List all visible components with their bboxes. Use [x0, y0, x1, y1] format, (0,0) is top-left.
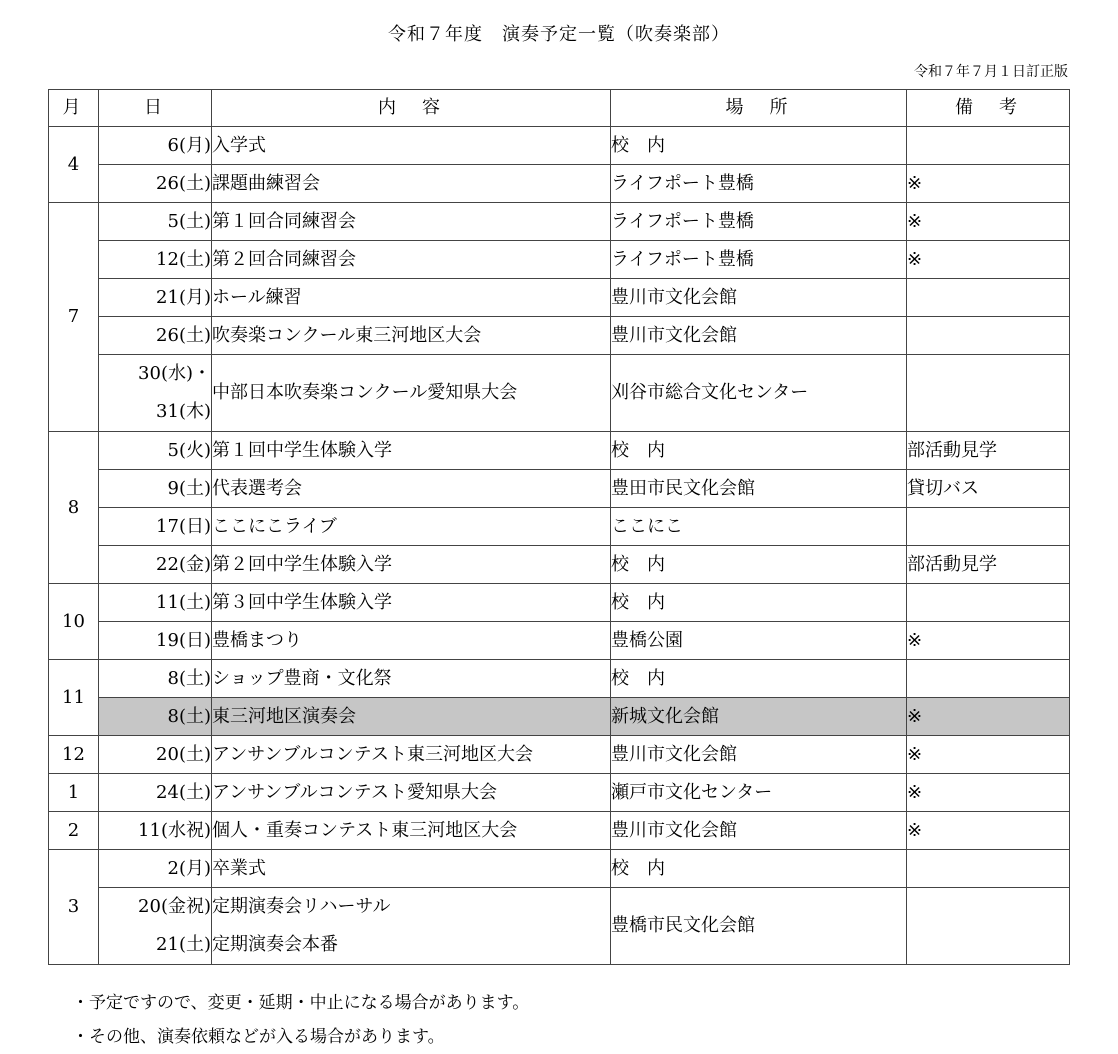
table-row: [49, 660, 1070, 698]
note-cell: ※: [907, 812, 1070, 850]
note-cell: [907, 660, 1070, 698]
place-cell: 豊橋市民文化会館: [611, 888, 907, 965]
note-cell: [907, 888, 1070, 965]
place-cell: ライフポート豊橋: [611, 165, 907, 203]
note-cell: [907, 127, 1070, 165]
content-cell: 吹奏楽コンクール東三河地区大会: [212, 317, 611, 355]
place-cell: ライフポート豊橋: [611, 241, 907, 279]
place-cell: 豊川市文化会館: [611, 812, 907, 850]
day-cell: 19(日): [99, 622, 212, 660]
day-cell: 11(土): [99, 584, 212, 622]
day-line: 31(木): [156, 401, 211, 422]
footnote-line: ・予定ですので、変更・延期・中止になる場合があります。: [72, 993, 530, 1013]
note-cell: 部活動見学: [907, 432, 1070, 470]
content-cell: 東三河地区演奏会: [212, 698, 611, 736]
day-cell: 26(土): [99, 165, 212, 203]
content-cell: ホール練習: [212, 279, 611, 317]
day-line: 21(土): [156, 934, 211, 955]
note-cell: [907, 279, 1070, 317]
day-cell: 17(日): [99, 508, 212, 546]
month-cell: 3: [49, 850, 99, 965]
day-cell: 20(土): [99, 736, 212, 774]
content-cell: 卒業式: [212, 850, 611, 888]
month-cell: 10: [49, 584, 99, 660]
content-cell: ここにこライブ: [212, 508, 611, 546]
note-cell: ※: [907, 774, 1070, 812]
header-notes: 備 考: [907, 90, 1070, 127]
note-cell: ※: [907, 698, 1070, 736]
table-row: [49, 165, 1070, 203]
content-cell: 中部日本吹奏楽コンクール愛知県大会: [212, 355, 611, 432]
footnote-line: ・その他、演奏依頼などが入る場合があります。: [72, 1027, 445, 1047]
content-cell: 入学式: [212, 127, 611, 165]
content-cell: 課題曲練習会: [212, 165, 611, 203]
note-cell: [907, 317, 1070, 355]
table-row: [49, 432, 1070, 470]
note-cell: [907, 850, 1070, 888]
day-cell: 9(土): [99, 470, 212, 508]
day-cell: 12(土): [99, 241, 212, 279]
content-cell: [212, 888, 611, 965]
day-cell: 24(土): [99, 774, 212, 812]
table-row: [49, 622, 1070, 660]
month-cell: 12: [49, 736, 99, 774]
month-cell: 4: [49, 127, 99, 203]
content-cell: アンサンブルコンテスト愛知県大会: [212, 774, 611, 812]
note-cell: 部活動見学: [907, 546, 1070, 584]
day-cell: 11(水祝): [99, 812, 212, 850]
note-cell: [907, 508, 1070, 546]
place-cell: 校 内: [611, 850, 907, 888]
content-line: 定期演奏会本番: [212, 934, 338, 955]
place-cell: 豊田市民文化会館: [611, 470, 907, 508]
table-row: [49, 812, 1070, 850]
day-cell: 5(火): [99, 432, 212, 470]
month-cell: 2: [49, 812, 99, 850]
place-cell: ライフポート豊橋: [611, 203, 907, 241]
table-row: [49, 241, 1070, 279]
content-cell: 第２回合同練習会: [212, 241, 611, 279]
content-cell: 第３回中学生体験入学: [212, 584, 611, 622]
day-cell: 8(土): [99, 660, 212, 698]
day-cell: 6(月): [99, 127, 212, 165]
month-cell: 1: [49, 774, 99, 812]
place-cell: 校 内: [611, 546, 907, 584]
content-cell: 第１回中学生体験入学: [212, 432, 611, 470]
header-day: 日: [99, 90, 212, 127]
note-cell: ※: [907, 622, 1070, 660]
table-row: [49, 888, 1070, 965]
day-cell: [99, 355, 212, 432]
note-cell: [907, 584, 1070, 622]
table-row: [49, 127, 1070, 165]
table-row: [49, 546, 1070, 584]
place-cell: 豊川市文化会館: [611, 279, 907, 317]
table-row: [49, 317, 1070, 355]
note-cell: ※: [907, 165, 1070, 203]
place-cell: 新城文化会館: [611, 698, 907, 736]
day-cell: 26(土): [99, 317, 212, 355]
day-cell: [99, 888, 212, 965]
day-line: 30(水)・: [138, 363, 211, 384]
table-row: [49, 279, 1070, 317]
place-cell: 校 内: [611, 432, 907, 470]
place-cell: 豊川市文化会館: [611, 317, 907, 355]
content-cell: アンサンブルコンテスト東三河地区大会: [212, 736, 611, 774]
day-cell: 5(土): [99, 203, 212, 241]
place-cell: 刈谷市総合文化センター: [611, 355, 907, 432]
day-cell: 2(月): [99, 850, 212, 888]
month-cell: 8: [49, 432, 99, 584]
note-cell: ※: [907, 736, 1070, 774]
table-row: [49, 355, 1070, 432]
header-content: 内 容: [212, 90, 611, 127]
place-cell: 校 内: [611, 660, 907, 698]
day-cell: 22(金): [99, 546, 212, 584]
header-month: 月: [49, 90, 99, 127]
content-cell: 第１回合同練習会: [212, 203, 611, 241]
place-cell: 豊橋公園: [611, 622, 907, 660]
day-cell: 21(月): [99, 279, 212, 317]
place-cell: 校 内: [611, 127, 907, 165]
table-row-highlighted: [49, 698, 1070, 736]
table-row: [49, 584, 1070, 622]
place-cell: 瀬戸市文化センター: [611, 774, 907, 812]
table-row: [49, 508, 1070, 546]
day-line: 20(金祝): [138, 896, 211, 917]
table-row: [49, 774, 1070, 812]
table-row: [49, 736, 1070, 774]
content-line: 定期演奏会リハーサル: [212, 896, 391, 917]
note-cell: ※: [907, 241, 1070, 279]
place-cell: 校 内: [611, 584, 907, 622]
day-cell: 8(土): [99, 698, 212, 736]
table-row: [49, 470, 1070, 508]
table-row: [49, 850, 1070, 888]
footnotes: [72, 986, 529, 1054]
table-row: [49, 203, 1070, 241]
month-cell: 7: [49, 203, 99, 432]
place-cell: ここにこ: [611, 508, 907, 546]
revision-date: 令和７年７月１日訂正版: [914, 64, 1068, 80]
table-header-row: [49, 90, 1070, 127]
note-cell: 貸切バス: [907, 470, 1070, 508]
place-cell: 豊川市文化会館: [611, 736, 907, 774]
content-cell: 豊橋まつり: [212, 622, 611, 660]
content-cell: 第２回中学生体験入学: [212, 546, 611, 584]
note-cell: ※: [907, 203, 1070, 241]
note-cell: [907, 355, 1070, 432]
performance-schedule-table: [48, 89, 1070, 965]
content-cell: 個人・重奏コンテスト東三河地区大会: [212, 812, 611, 850]
content-cell: ショップ豊商・文化祭: [212, 660, 611, 698]
content-cell: 代表選考会: [212, 470, 611, 508]
header-place: 場 所: [611, 90, 907, 127]
document-title: 令和７年度 演奏予定一覧（吹奏楽部）: [388, 24, 730, 45]
month-cell: 11: [49, 660, 99, 736]
